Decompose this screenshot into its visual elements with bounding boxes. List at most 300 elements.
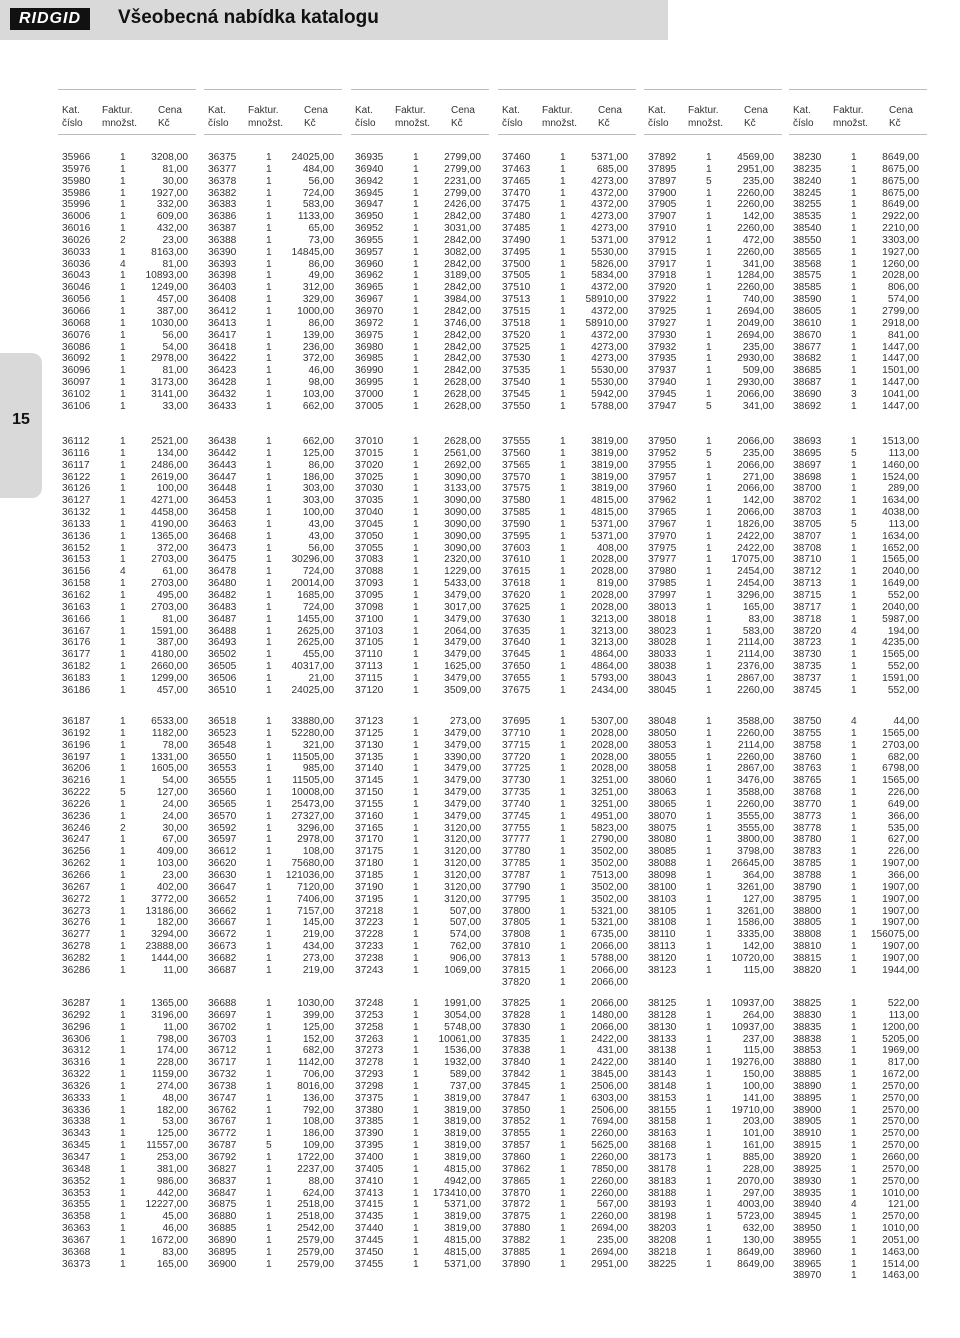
catalog-row [208, 1128, 334, 1140]
catalog-number: 38105 [648, 905, 677, 917]
quantity: 1 [560, 1116, 566, 1128]
catalog-row [62, 870, 188, 882]
catalog-number: 38890 [793, 1080, 822, 1092]
quantity: 1 [706, 530, 712, 542]
quantity: 1 [266, 661, 272, 673]
catalog-number: 38690 [793, 388, 822, 400]
header-kat: Kat. číslo [62, 105, 83, 129]
price: 226,00 [887, 846, 919, 858]
catalog-row [793, 1188, 919, 1200]
catalog-number: 38900 [793, 1104, 822, 1116]
price: 4815,00 [591, 495, 628, 507]
price: 7513,00 [591, 869, 628, 881]
catalog-number: 38745 [793, 684, 822, 696]
price: 48,00 [162, 1092, 188, 1104]
catalog-number: 38048 [648, 716, 677, 727]
catalog-row [355, 543, 481, 555]
quantity: 1 [120, 998, 126, 1009]
quantity: 1 [560, 846, 566, 858]
quantity: 5 [706, 447, 712, 459]
quantity: 1 [266, 952, 272, 964]
catalog-row [62, 1199, 188, 1211]
price: 1030,00 [297, 998, 334, 1009]
price: 4815,00 [444, 1246, 481, 1258]
quantity: 1 [413, 1151, 419, 1163]
quantity: 1 [266, 317, 272, 329]
quantity: 1 [120, 1057, 126, 1069]
price: 552,00 [887, 684, 919, 696]
quantity: 1 [266, 1009, 272, 1021]
quantity: 1 [266, 483, 272, 495]
price: 235,00 [742, 447, 774, 459]
catalog-row [208, 235, 334, 247]
catalog-number: 38700 [793, 483, 822, 495]
quantity: 1 [413, 1128, 419, 1140]
price: 43,00 [308, 530, 334, 542]
catalog-row [502, 929, 628, 941]
quantity: 1 [851, 869, 857, 881]
catalog-number: 38677 [793, 341, 822, 353]
catalog-row [355, 1140, 481, 1152]
price: 1826,00 [737, 518, 774, 530]
catalog-number: 38920 [793, 1151, 822, 1163]
catalog-row [355, 507, 481, 519]
catalog-number: 38773 [793, 810, 822, 822]
price: 174,00 [156, 1045, 188, 1057]
catalog-number: 36338 [62, 1116, 91, 1128]
catalog-number: 36952 [355, 223, 384, 235]
catalog-row [62, 673, 188, 685]
catalog-row [208, 858, 334, 870]
quantity: 1 [560, 672, 566, 684]
catalog-number: 37882 [502, 1234, 531, 1246]
quantity: 1 [706, 471, 712, 483]
catalog-number: 35976 [62, 163, 91, 175]
catalog-row [648, 858, 774, 870]
catalog-number: 36256 [62, 846, 91, 858]
catalog-row [62, 882, 188, 894]
catalog-row [208, 389, 334, 401]
quantity: 1 [706, 1223, 712, 1235]
catalog-number: 36388 [208, 234, 237, 246]
quantity: 1 [120, 672, 126, 684]
catalog-number: 37590 [502, 518, 531, 530]
catalog-row [502, 1140, 628, 1152]
price: 125,00 [302, 1021, 334, 1033]
header-cena: Cena Kč [744, 105, 768, 129]
catalog-row [355, 1164, 481, 1176]
price: 2570,00 [882, 1163, 919, 1175]
catalog-number: 36985 [355, 353, 384, 365]
catalog-row [208, 823, 334, 835]
quantity: 1 [120, 775, 126, 787]
catalog-row [502, 1081, 628, 1093]
price: 1133,00 [297, 211, 334, 223]
price: 7120,00 [297, 881, 334, 893]
price: 1591,00 [882, 672, 919, 684]
catalog-number: 36592 [208, 822, 237, 834]
price: 817,00 [887, 1057, 919, 1069]
price: 2260,00 [737, 246, 774, 258]
quantity: 1 [413, 1116, 419, 1128]
catalog-number: 37093 [355, 578, 384, 590]
catalog-number: 37985 [648, 578, 677, 590]
price: 4273,00 [591, 341, 628, 353]
catalog-row [208, 906, 334, 918]
catalog-number: 36423 [208, 365, 237, 377]
price: 2114,00 [737, 637, 774, 649]
catalog-block [502, 716, 628, 988]
price: 2660,00 [882, 1151, 919, 1163]
catalog-number: 36348 [62, 1163, 91, 1175]
quantity: 1 [266, 589, 272, 601]
catalog-number: 37410 [355, 1175, 384, 1187]
quantity: 1 [413, 447, 419, 459]
catalog-row [355, 282, 481, 294]
catalog-row [355, 637, 481, 649]
catalog-row [355, 858, 481, 870]
catalog-number: 37485 [502, 223, 531, 235]
price: 329,00 [302, 294, 334, 306]
catalog-number: 36033 [62, 246, 91, 258]
catalog-row [793, 1152, 919, 1164]
section-tab [0, 353, 42, 498]
quantity: 1 [120, 1151, 126, 1163]
catalog-number: 36940 [355, 163, 384, 175]
catalog-row [355, 176, 481, 188]
quantity: 1 [706, 846, 712, 858]
catalog-row [648, 1140, 774, 1152]
price: 4372,00 [591, 282, 628, 294]
price: 372,00 [302, 353, 334, 365]
catalog-row [62, 1152, 188, 1164]
quantity: 1 [120, 436, 126, 447]
catalog-row [208, 626, 334, 638]
catalog-number: 37170 [355, 834, 384, 846]
price: 3090,00 [444, 518, 481, 530]
catalog-number: 36262 [62, 858, 91, 870]
catalog-number: 37952 [648, 447, 677, 459]
catalog-row [793, 740, 919, 752]
quantity: 1 [120, 952, 126, 964]
price: 4942,00 [444, 1175, 481, 1187]
quantity: 1 [851, 1009, 857, 1021]
price: 1447,00 [882, 400, 919, 412]
catalog-row [648, 929, 774, 941]
catalog-number: 37675 [502, 684, 531, 696]
catalog-row [648, 389, 774, 401]
price: 1907,00 [882, 952, 919, 964]
catalog-number: 36247 [62, 834, 91, 846]
quantity: 1 [560, 447, 566, 459]
catalog-number: 36282 [62, 952, 91, 964]
quantity: 1 [706, 1045, 712, 1057]
catalog-row [62, 846, 188, 858]
quantity: 1 [706, 566, 712, 578]
price: 1331,00 [151, 751, 188, 763]
quantity: 1 [413, 998, 419, 1009]
quantity: 1 [120, 1140, 126, 1152]
catalog-number: 37615 [502, 566, 531, 578]
price: 5371,00 [591, 530, 628, 542]
price: 509,00 [742, 365, 774, 377]
catalog-row [648, 1176, 774, 1188]
price: 2210,00 [882, 223, 919, 235]
catalog-number: 36316 [62, 1057, 91, 1069]
price: 792,00 [302, 1104, 334, 1116]
quantity: 1 [851, 294, 857, 306]
catalog-number: 37113 [355, 661, 383, 673]
quantity: 1 [413, 388, 419, 400]
price: 8163,00 [151, 246, 188, 258]
quantity: 1 [851, 1258, 857, 1270]
price: 2570,00 [882, 1175, 919, 1187]
quantity: 1 [413, 542, 419, 554]
price: 2842,00 [444, 211, 481, 223]
catalog-row [208, 495, 334, 507]
catalog-number: 36196 [62, 739, 91, 751]
catalog-block [355, 152, 481, 413]
price: 2028,00 [591, 739, 628, 751]
catalog-row [793, 1247, 919, 1259]
catalog-row [208, 590, 334, 602]
quantity: 1 [851, 941, 857, 953]
catalog-row [208, 1045, 334, 1057]
quantity: 1 [560, 305, 566, 317]
quantity: 1 [413, 881, 419, 893]
catalog-row [62, 1164, 188, 1176]
quantity: 1 [413, 798, 419, 810]
quantity: 1 [266, 388, 272, 400]
catalog-row [502, 1045, 628, 1057]
price: 2028,00 [591, 763, 628, 775]
price: 5530,00 [591, 377, 628, 389]
quantity: 1 [560, 518, 566, 530]
header-kat: Kat. číslo [502, 105, 523, 129]
price: 86,00 [308, 459, 334, 471]
price: 3555,00 [737, 810, 774, 822]
catalog-row [502, 519, 628, 531]
price: 737,00 [449, 1080, 481, 1092]
catalog-number: 37650 [502, 661, 531, 673]
catalog-row [355, 472, 481, 484]
catalog-row [355, 389, 481, 401]
catalog-row [62, 1093, 188, 1105]
price: 100,00 [302, 507, 334, 519]
price: 372,00 [156, 542, 188, 554]
price: 366,00 [887, 810, 919, 822]
price: 3296,00 [737, 589, 774, 601]
catalog-row [648, 235, 774, 247]
price: 25473,00 [291, 798, 334, 810]
catalog-number: 36036 [62, 258, 91, 270]
quantity: 1 [120, 507, 126, 519]
quantity: 1 [266, 998, 272, 1009]
catalog-number: 36136 [62, 530, 91, 542]
price: 8649,00 [882, 152, 919, 163]
catalog-number: 36548 [208, 739, 237, 751]
catalog-row [208, 460, 334, 472]
quantity: 1 [560, 388, 566, 400]
quantity: 1 [560, 436, 566, 447]
catalog-number: 36273 [62, 905, 91, 917]
price: 3082,00 [444, 246, 481, 258]
quantity: 1 [560, 1175, 566, 1187]
catalog-row [62, 306, 188, 318]
catalog-row [648, 626, 774, 638]
catalog-row [648, 1247, 774, 1259]
catalog-row [793, 1164, 919, 1176]
price: 4815,00 [444, 1234, 481, 1246]
price: 2703,00 [151, 601, 188, 613]
catalog-number: 38692 [793, 400, 822, 412]
quantity: 1 [851, 858, 857, 870]
price: 3213,00 [591, 613, 628, 625]
price: 2454,00 [737, 578, 774, 590]
quantity: 1 [120, 353, 126, 365]
catalog-number: 38565 [793, 246, 822, 258]
quantity: 1 [120, 1199, 126, 1211]
catalog-number: 37395 [355, 1140, 384, 1152]
catalog-row [648, 1164, 774, 1176]
catalog-row [355, 199, 481, 211]
quantity: 1 [413, 578, 419, 590]
catalog-row [208, 472, 334, 484]
price: 5433,00 [444, 578, 481, 590]
price: 3819,00 [591, 459, 628, 471]
price: 1030,00 [151, 317, 188, 329]
catalog-row [648, 519, 774, 531]
catalog-number: 37795 [502, 893, 531, 905]
catalog-row [62, 495, 188, 507]
catalog-number: 36890 [208, 1234, 237, 1246]
catalog-number: 38770 [793, 798, 822, 810]
quantity: 1 [560, 905, 566, 917]
quantity: 1 [706, 787, 712, 799]
price: 457,00 [156, 294, 188, 306]
quantity: 1 [413, 1199, 419, 1211]
catalog-row [62, 775, 188, 787]
catalog-row [793, 1235, 919, 1247]
catalog-number: 37218 [355, 905, 384, 917]
catalog-row [793, 811, 919, 823]
quantity: 1 [266, 377, 272, 389]
catalog-row [208, 811, 334, 823]
catalog-row [793, 882, 919, 894]
price: 649,00 [887, 798, 919, 810]
price: 1565,00 [882, 554, 919, 566]
price: 8649,00 [737, 1246, 774, 1258]
price: 54,00 [162, 775, 188, 787]
catalog-number: 37495 [502, 246, 531, 258]
price: 2260,00 [737, 223, 774, 235]
price: 182,00 [156, 917, 188, 929]
catalog-number: 38685 [793, 365, 822, 377]
price: 3189,00 [444, 270, 481, 282]
catalog-row [502, 661, 628, 673]
quantity: 1 [413, 1163, 419, 1175]
catalog-number: 36565 [208, 798, 237, 810]
quantity: 1 [851, 601, 857, 613]
header-faktur: Faktur. množst. [395, 105, 431, 129]
price: 387,00 [156, 305, 188, 317]
quantity: 1 [120, 763, 126, 775]
price: 1514,00 [882, 1258, 919, 1270]
catalog-number: 36935 [355, 152, 384, 163]
catalog-row [793, 365, 919, 377]
price: 101,00 [742, 1128, 774, 1140]
catalog-number: 36163 [62, 601, 91, 613]
catalog-number: 37730 [502, 775, 531, 787]
catalog-number: 37875 [502, 1211, 531, 1223]
catalog-row [502, 223, 628, 235]
catalog-number: 38148 [648, 1080, 677, 1092]
price: 10720,00 [731, 952, 774, 964]
quantity: 1 [706, 436, 712, 447]
page-header [0, 0, 668, 40]
catalog-row [208, 164, 334, 176]
catalog-row [355, 1022, 481, 1034]
quantity: 1 [851, 554, 857, 566]
catalog-row [502, 1128, 628, 1140]
catalog-row [793, 199, 919, 211]
catalog-row [208, 1223, 334, 1235]
catalog-number: 36957 [355, 246, 384, 258]
price: 7157,00 [297, 905, 334, 917]
catalog-number: 38695 [793, 447, 822, 459]
catalog-row [208, 247, 334, 259]
catalog-row [355, 1081, 481, 1093]
catalog-row [793, 590, 919, 602]
price: 273,00 [302, 952, 334, 964]
quantity: 1 [560, 495, 566, 507]
quantity: 1 [560, 483, 566, 495]
price: 3555,00 [737, 822, 774, 834]
catalog-number: 38820 [793, 964, 822, 976]
catalog-row [208, 882, 334, 894]
price: 3819,00 [444, 1223, 481, 1235]
quantity: 1 [266, 152, 272, 163]
quantity: 1 [266, 187, 272, 199]
price: 574,00 [449, 929, 481, 941]
catalog-number: 36895 [208, 1246, 237, 1258]
quantity: 1 [706, 763, 712, 775]
catalog-number: 36236 [62, 810, 91, 822]
quantity: 1 [266, 578, 272, 590]
quantity: 1 [120, 1045, 126, 1057]
catalog-number: 37025 [355, 471, 384, 483]
quantity: 1 [851, 684, 857, 696]
catalog-number: 36343 [62, 1128, 91, 1140]
quantity: 1 [560, 542, 566, 554]
catalog-row [62, 330, 188, 342]
catalog-row [208, 775, 334, 787]
price: 2260,00 [737, 199, 774, 211]
price: 2842,00 [444, 305, 481, 317]
quantity: 1 [120, 941, 126, 953]
catalog-row [648, 531, 774, 543]
price: 3502,00 [591, 881, 628, 893]
price: 24,00 [162, 798, 188, 810]
quantity: 1 [851, 672, 857, 684]
catalog-row [355, 152, 481, 164]
catalog-row [648, 799, 774, 811]
catalog-number: 37830 [502, 1021, 531, 1033]
catalog-row [793, 917, 919, 929]
price: 1513,00 [882, 436, 919, 447]
price: 58910,00 [585, 317, 628, 329]
catalog-row [793, 211, 919, 223]
